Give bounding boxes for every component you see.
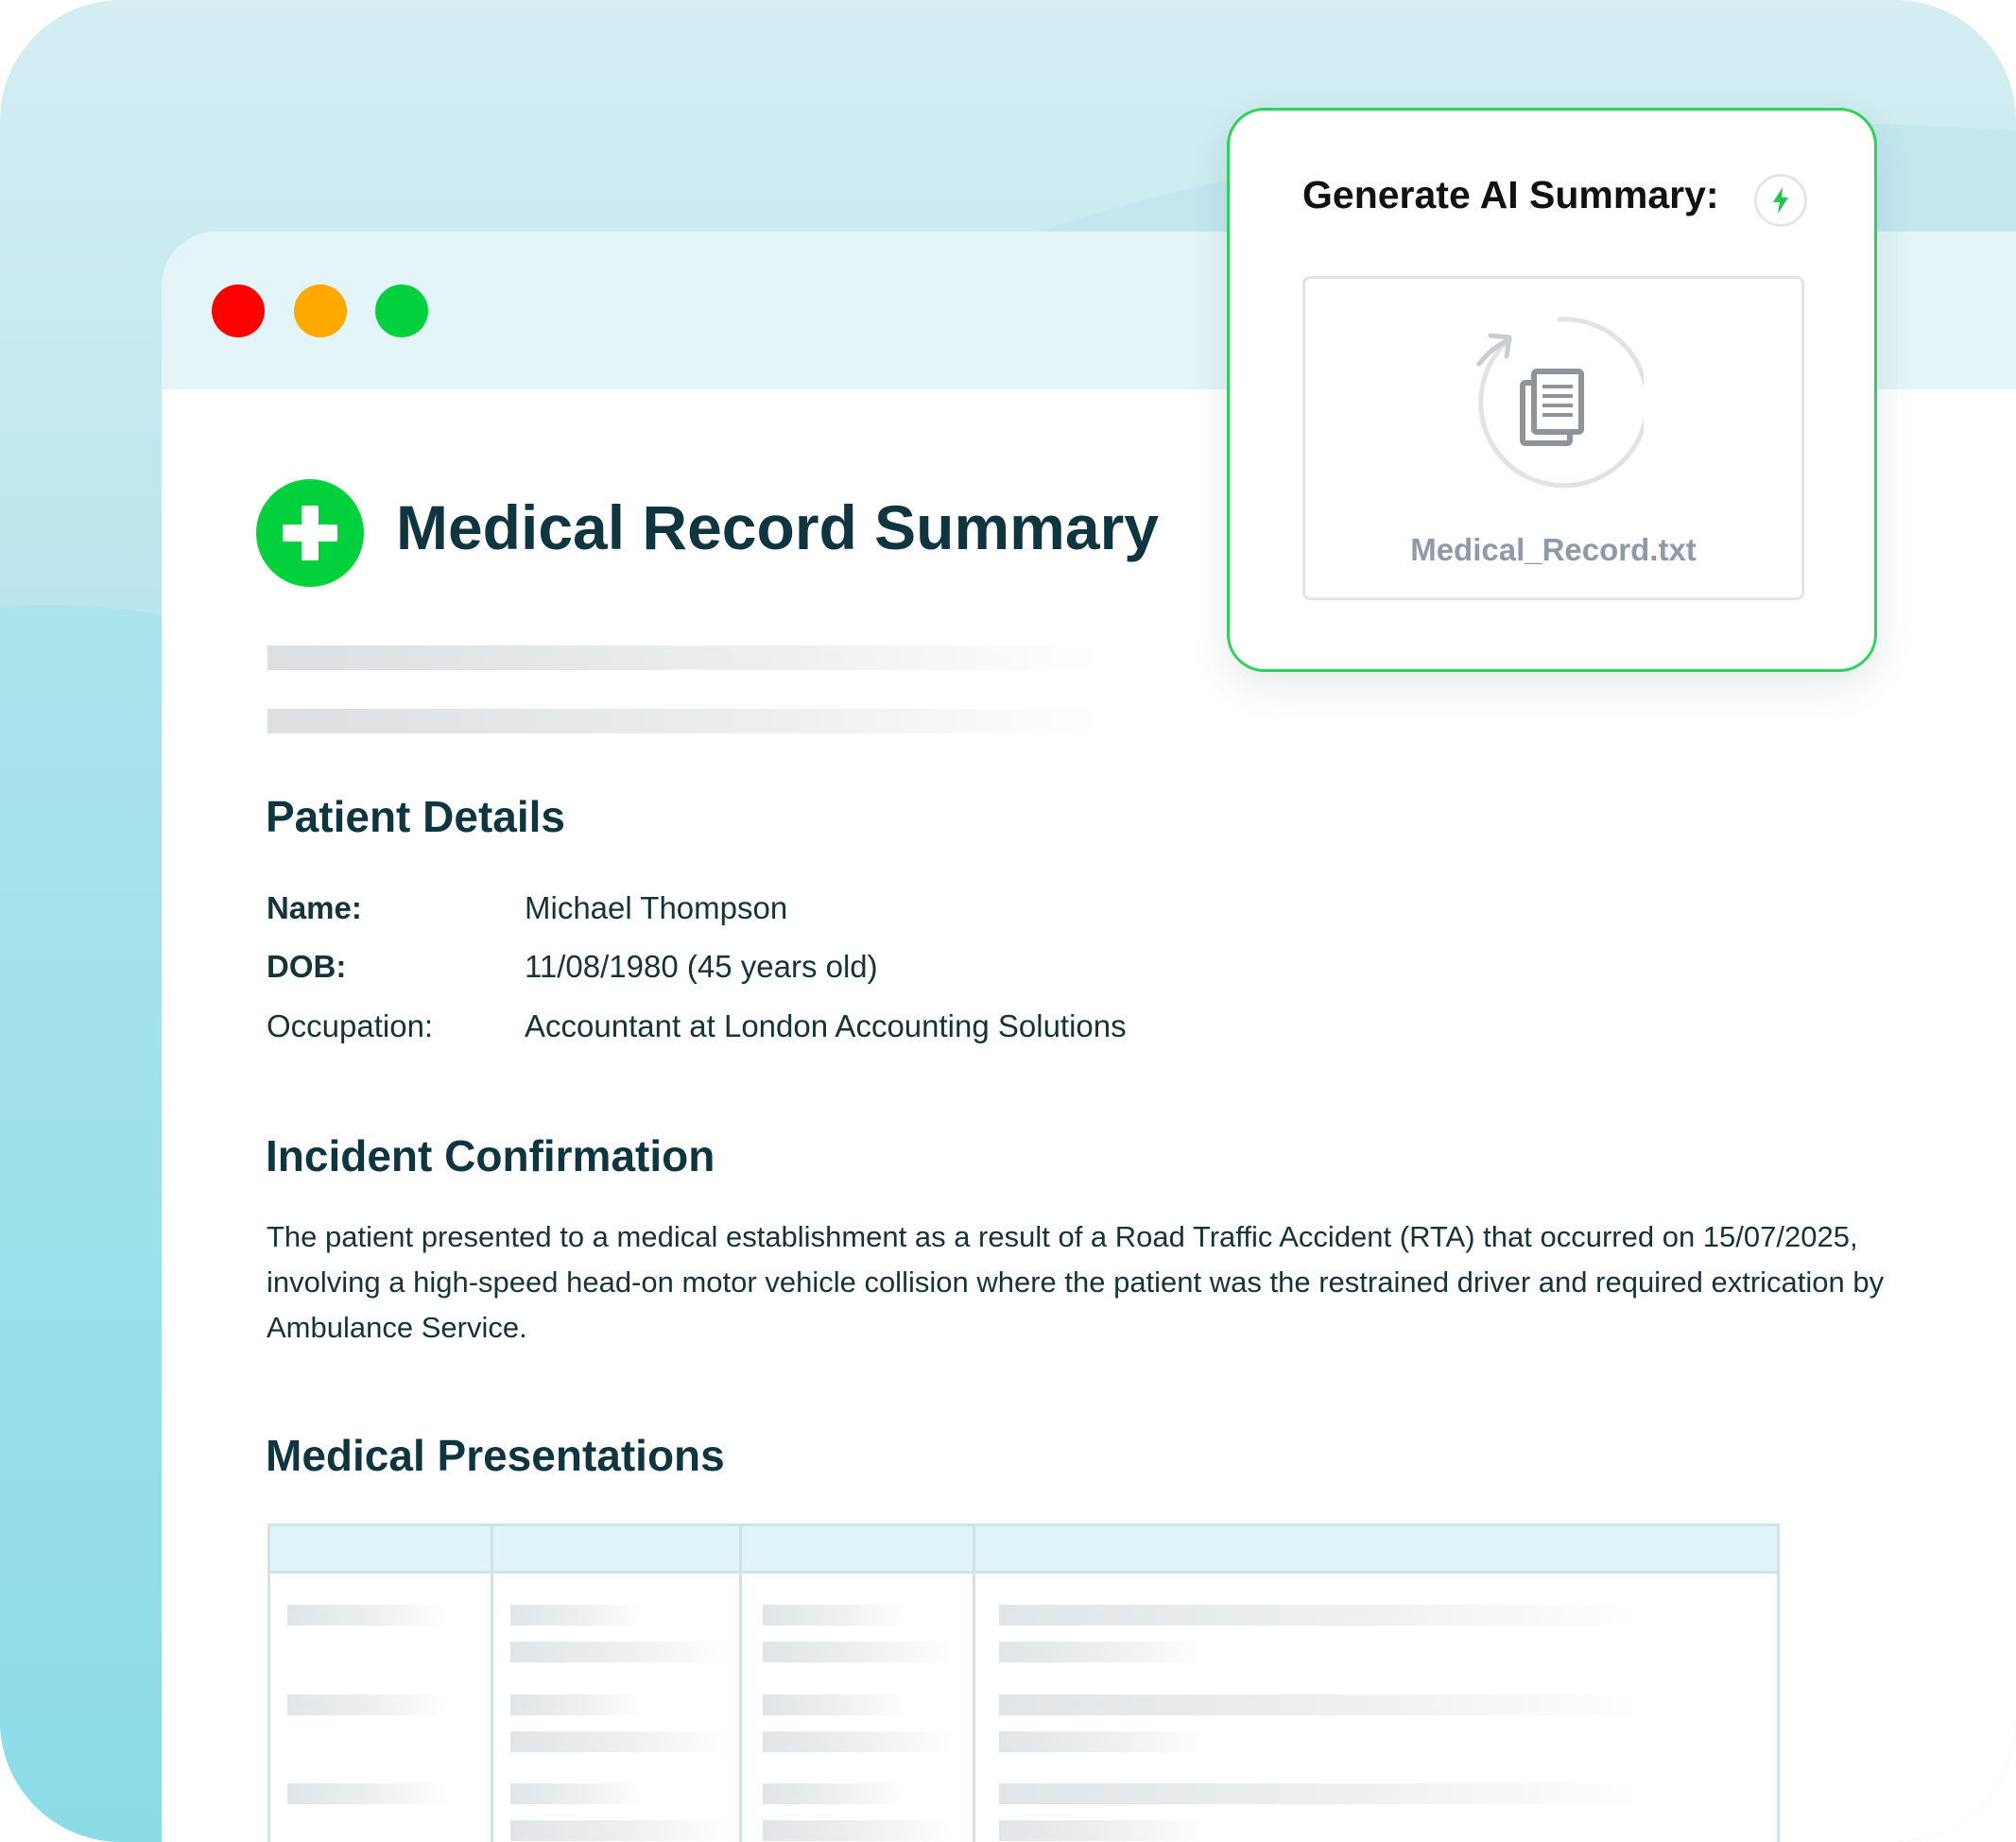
incident-text: The patient presented to a medical establishment as a result of a Road Traffic Accident (RTA) that occurred on 15/07/2025, involving a high-speed head-on motor vehicle collision where the patient was the restrained driver and required extrication by Ambulance Service. [267, 1220, 1885, 1344]
window-minimize-button[interactable] [294, 284, 347, 337]
ai-summary-card [1227, 108, 1877, 672]
document-refresh-icon [1472, 317, 1644, 489]
table-cell-placeholder [999, 1820, 1207, 1841]
patient-details-heading: Patient Details [266, 792, 565, 841]
placeholder-line [267, 646, 1099, 670]
field-value-dob: 11/08/1980 (45 years old) [525, 949, 878, 984]
table-header-row [270, 1526, 1777, 1574]
table-cell-placeholder [287, 1605, 448, 1626]
file-dropzone[interactable] [1302, 276, 1804, 600]
table-cell-placeholder [287, 1695, 448, 1715]
table-cell-placeholder [763, 1783, 905, 1804]
placeholder-line [267, 709, 1099, 733]
field-value-occupation: Accountant at London Accounting Solutions [525, 1008, 1127, 1043]
field-label-occupation: Occupation: [267, 1008, 434, 1043]
table-cell-placeholder [287, 1783, 448, 1804]
table-cell-placeholder [999, 1783, 1642, 1804]
table-cell-placeholder [999, 1695, 1642, 1715]
table-cell-placeholder [510, 1695, 643, 1715]
table-cell-placeholder [763, 1695, 905, 1715]
table-cell-placeholder [763, 1605, 905, 1626]
file-name: Medical_Record.txt [1410, 532, 1697, 567]
presentations-table [267, 1524, 1780, 1842]
ai-summary-title: Generate AI Summary: [1302, 173, 1719, 216]
medical-cross-icon [256, 479, 364, 587]
table-cell-placeholder [510, 1642, 728, 1662]
incident-heading: Incident Confirmation [266, 1131, 715, 1180]
table-cell-placeholder [763, 1820, 952, 1841]
table-cell-placeholder [999, 1642, 1207, 1662]
table-cell-placeholder [999, 1605, 1642, 1626]
field-label-dob: DOB: [267, 949, 347, 984]
lightning-icon[interactable] [1754, 174, 1807, 227]
window-close-button[interactable] [212, 284, 265, 337]
table-cell-placeholder [763, 1642, 952, 1662]
field-label-name: Name: [267, 890, 362, 925]
table-cell-placeholder [510, 1820, 728, 1841]
table-cell-placeholder [510, 1605, 643, 1626]
page-title: Medical Record Summary [396, 492, 1159, 562]
table-cell-placeholder [763, 1731, 952, 1752]
field-value-name: Michael Thompson [525, 890, 788, 925]
table-cell-placeholder [999, 1731, 1207, 1752]
table-cell-placeholder [510, 1783, 643, 1804]
table-cell-placeholder [510, 1731, 728, 1752]
medical-presentations-heading: Medical Presentations [266, 1431, 725, 1480]
window-maximize-button[interactable] [375, 284, 428, 337]
